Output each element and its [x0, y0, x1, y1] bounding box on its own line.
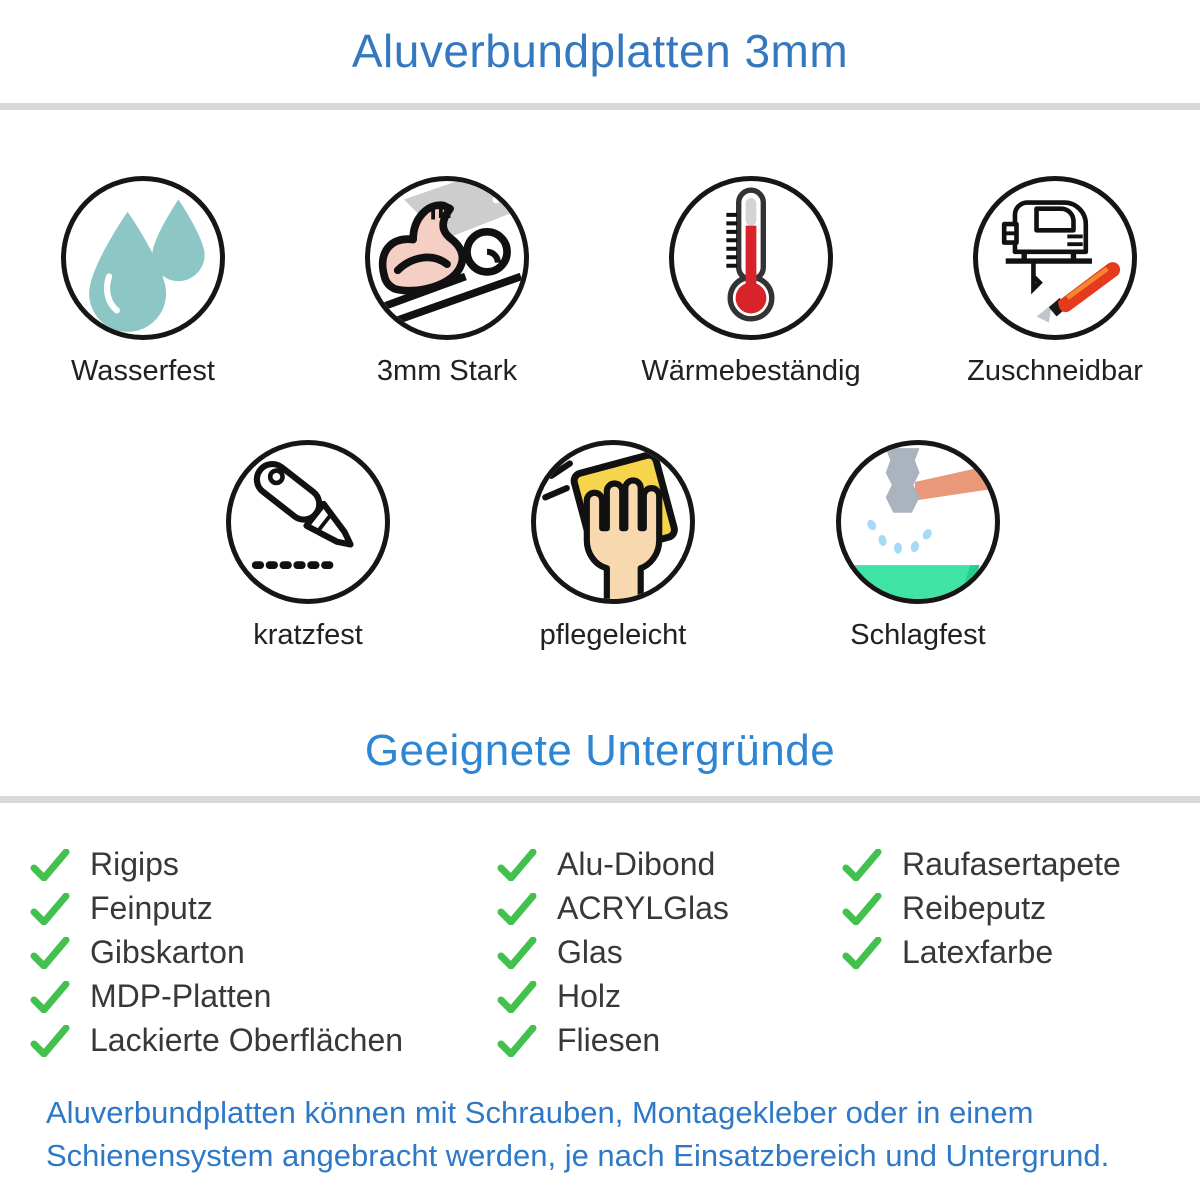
check-icon [30, 1025, 70, 1057]
list-item-label: Lackierte Oberflächen [90, 1022, 404, 1059]
features-row-1 [28, 176, 1170, 389]
checklist-column-1 [30, 843, 497, 1063]
list-item-label: Reibeputz [902, 890, 1047, 927]
list-item [842, 843, 1182, 887]
section-title: Geeignete Untergründe [364, 726, 836, 776]
list-item-label: Fliesen [557, 1022, 661, 1059]
list-item-label: Alu-Dibond [557, 846, 716, 883]
checklist-column-3 [842, 843, 1182, 1063]
check-icon [842, 849, 882, 881]
feature-schlagfest [803, 440, 1033, 653]
check-icon [30, 893, 70, 925]
feature-3mm-stark [332, 176, 562, 389]
list-item-label: Gibskarton [90, 934, 245, 971]
feature-pflegeleicht [498, 440, 728, 653]
divider [0, 796, 1200, 803]
check-icon [30, 849, 70, 881]
list-item [497, 975, 842, 1019]
list-item [497, 1019, 842, 1063]
list-item-label: Latexfarbe [902, 934, 1054, 971]
check-icon [30, 937, 70, 969]
list-item [30, 975, 497, 1019]
list-item-label: Rigips [90, 846, 179, 883]
feature-wasserfest [28, 176, 258, 389]
list-item-label: MDP-Platten [90, 978, 272, 1015]
list-item [497, 931, 842, 975]
check-icon [497, 893, 537, 925]
divider [0, 103, 1200, 110]
list-item [842, 931, 1182, 975]
check-icon [842, 893, 882, 925]
list-item-label: Holz [557, 978, 622, 1015]
list-item-label: Raufasertapete [902, 846, 1121, 883]
check-icon [497, 1025, 537, 1057]
feature-kratzfest [193, 440, 423, 653]
thermometer-icon [669, 176, 833, 340]
hand-cloth-icon [531, 440, 695, 604]
jigsaw-cutter-icon [973, 176, 1137, 340]
list-item-label: Feinputz [90, 890, 213, 927]
feature-zuschneidbar [940, 176, 1170, 389]
page-title: Aluverbundplatten 3mm [351, 25, 849, 77]
list-item [497, 843, 842, 887]
feature-label: Schlagfest [850, 619, 986, 652]
list-item [30, 931, 497, 975]
footer-line-2: Schienensystem angebracht werden, je nach Einsatzbereich und Untergrund. [46, 1137, 1110, 1173]
check-icon [842, 937, 882, 969]
feature-label: Wasserfest [71, 354, 215, 387]
list-item [30, 843, 497, 887]
list-item-label: ACRYLGlas [557, 890, 729, 927]
features-row-2 [193, 440, 1033, 653]
check-icon [497, 937, 537, 969]
checklist-column-2 [497, 843, 842, 1063]
check-icon [497, 981, 537, 1013]
feature-label: pflegeleicht [539, 619, 687, 652]
footer-note [46, 1091, 1160, 1177]
list-item [497, 887, 842, 931]
list-item [30, 887, 497, 931]
feature-label: Zuschneidbar [967, 354, 1143, 387]
feature-waermebestaendig [636, 176, 866, 389]
list-item [842, 887, 1182, 931]
check-icon [497, 849, 537, 881]
list-item [30, 1019, 497, 1063]
check-icon [30, 981, 70, 1013]
list-item-label: Glas [557, 934, 623, 971]
water-drops-icon [61, 176, 225, 340]
feature-label: 3mm Stark [376, 354, 518, 387]
footer-line-1: Aluverbundplatten können mit Schrauben, Montagekleber oder in einem [46, 1094, 1034, 1130]
feature-label: kratzfest [253, 619, 363, 652]
flexed-arm-panel-icon [365, 176, 529, 340]
feature-label: Wärmebeständig [641, 354, 861, 387]
hammer-panel-icon [836, 440, 1000, 604]
utility-knife-icon [226, 440, 390, 604]
substrates-checklist [0, 843, 1200, 1063]
